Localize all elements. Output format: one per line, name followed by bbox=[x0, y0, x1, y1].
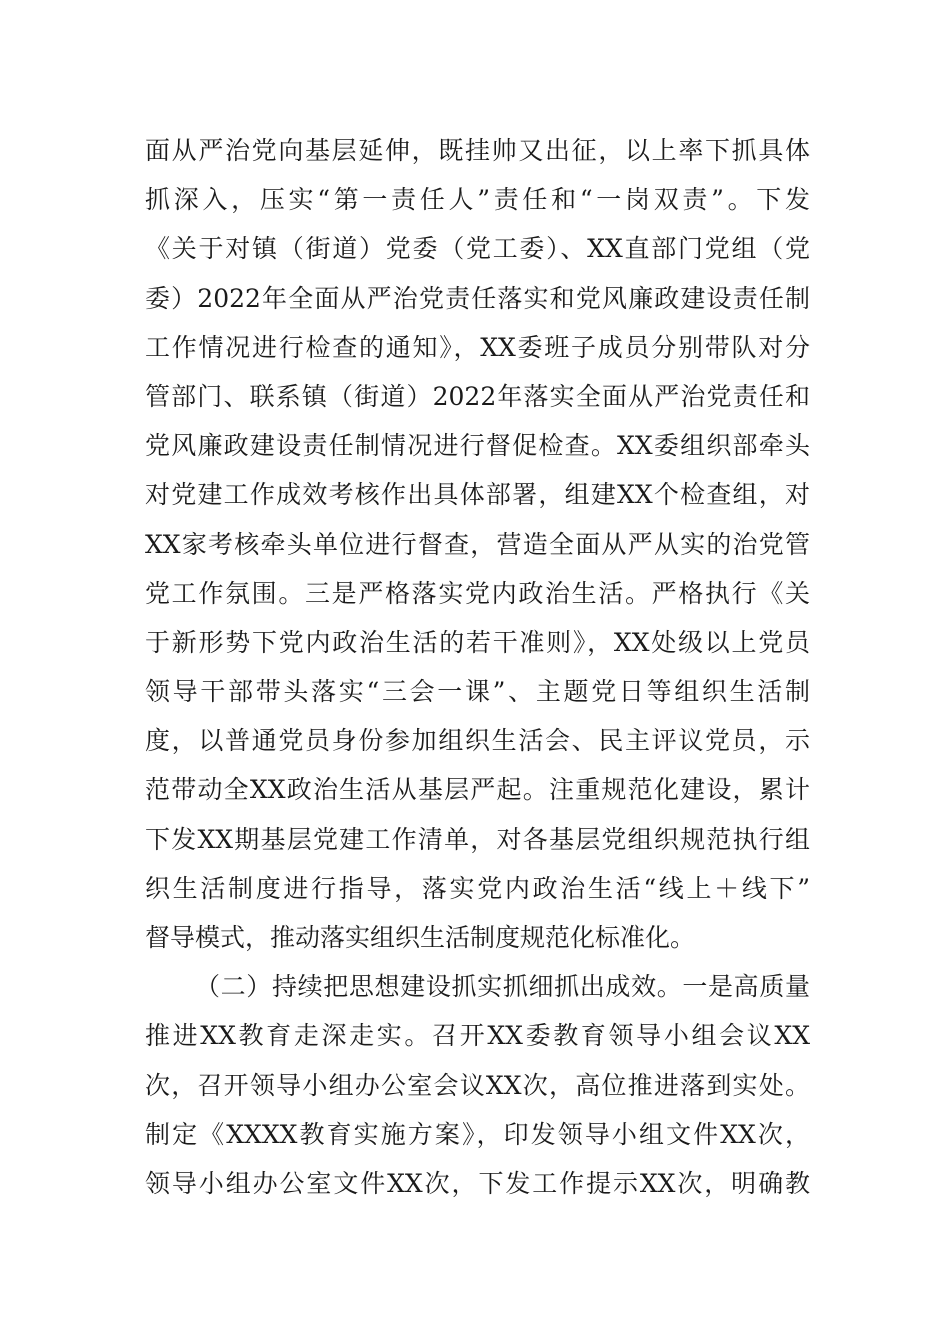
document-body bbox=[145, 126, 810, 1208]
text-line: XX家考核牵头单位进行督查，营造全面从严从实的治党管 bbox=[145, 529, 810, 559]
text-line: 推进XX教育走深走实。召开XX委教育领导小组会议XX bbox=[145, 1021, 810, 1051]
text-line: 工作情况进行检查的通知》，XX委班子成员分别带队对分 bbox=[145, 332, 810, 362]
text-line: 领导干部带头落实“三会一课”、主题党日等组织生活制 bbox=[145, 677, 810, 707]
text-line: 领导小组办公室文件XX次，下发工作提示XX次，明确教 bbox=[145, 1168, 810, 1198]
text-line: 抓深入，压实“第一责任人”责任和“一岗双责”。下发 bbox=[145, 185, 810, 215]
text-line: 管部门、联系镇（街道）2022年落实全面从严治党责任和 bbox=[145, 381, 810, 411]
text-line: 度，以普通党员身份参加组织生活会、民主评议党员，示 bbox=[145, 726, 810, 756]
text-line: 面从严治党向基层延伸，既挂帅又出征，以上率下抓具体 bbox=[145, 136, 810, 165]
text-line: （二）持续把思想建设抓实抓细抓出成效。一是高质量 bbox=[195, 972, 810, 1002]
text-line: 次，召开领导小组办公室会议XX次，高位推进落到实处。 bbox=[145, 1070, 810, 1100]
text-line: 督导模式，推动落实组织生活制度规范化标准化。 bbox=[145, 923, 696, 952]
text-line: 对党建工作成效考核作出具体部署，组建XX个检查组，对 bbox=[145, 480, 810, 510]
paragraph-2 bbox=[145, 962, 810, 1208]
text-line: 党工作氛围。三是严格落实党内政治生活。严格执行《关 bbox=[145, 578, 810, 608]
text-line: 下发XX期基层党建工作清单，对各基层党组织规范执行组 bbox=[145, 824, 810, 854]
text-line: 织生活制度进行指导，落实党内政治生活“线上＋线下” bbox=[145, 873, 810, 903]
text-line: 《关于对镇（街道）党委（党工委）、XX直部门党组（党 bbox=[145, 234, 810, 264]
text-line: 于新形势下党内政治生活的若干准则》，XX处级以上党员 bbox=[145, 627, 810, 657]
paragraph-1 bbox=[145, 126, 810, 962]
text-line: 委）2022年全面从严治党责任落实和党风廉政建设责任制 bbox=[145, 283, 810, 313]
text-line: 制定《XXXX教育实施方案》，印发领导小组文件XX次， bbox=[145, 1119, 810, 1149]
text-line: 范带动全XX政治生活从基层严起。注重规范化建设，累计 bbox=[145, 775, 810, 805]
text-line: 党风廉政建设责任制情况进行督促检查。XX委组织部牵头 bbox=[145, 431, 810, 461]
